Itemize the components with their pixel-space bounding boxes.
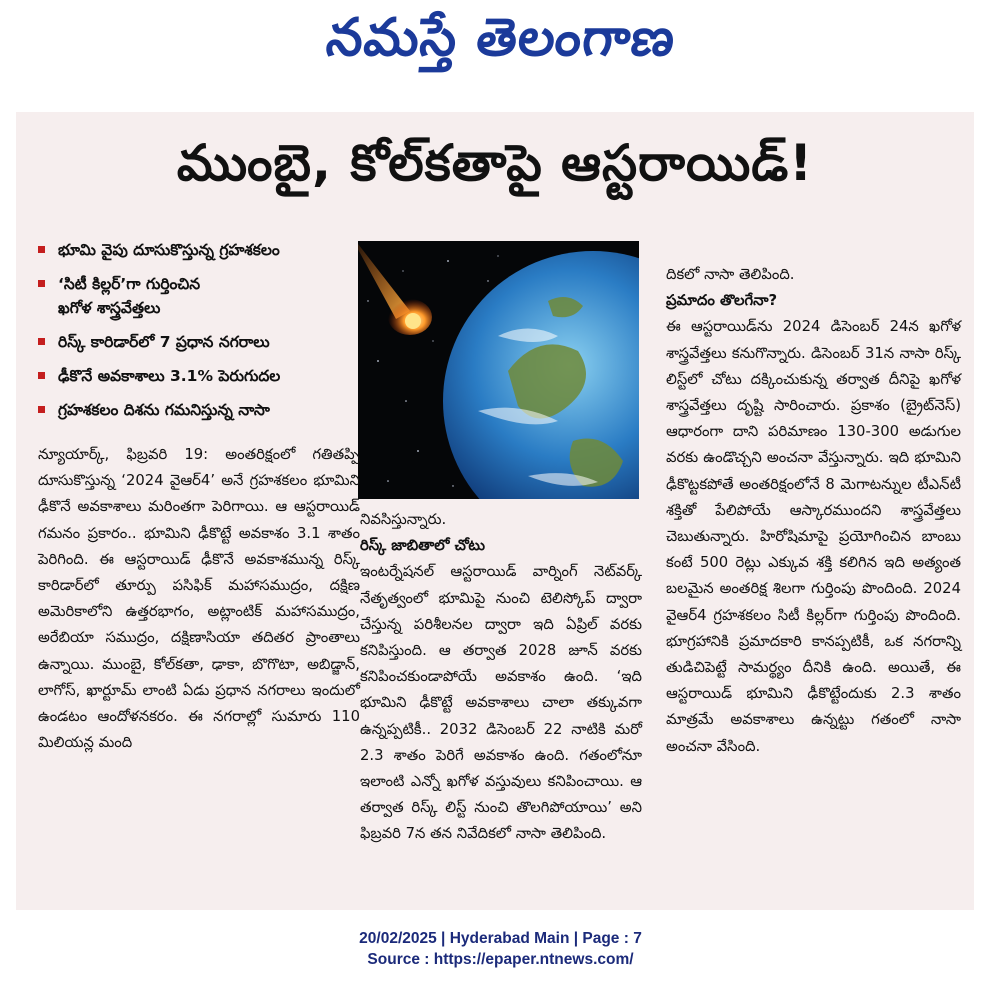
bullet-item bbox=[34, 238, 364, 262]
bullet-item bbox=[34, 398, 364, 422]
square-bullet-icon bbox=[38, 338, 45, 345]
subheading: ప్రమాదం తొలగేనా? bbox=[666, 292, 778, 310]
bullet-text: రిస్క్‌ కారిడార్‌లో 7 ప్రధాన నగరాలు bbox=[58, 333, 270, 351]
masthead bbox=[0, 0, 1001, 100]
square-bullet-icon bbox=[38, 372, 45, 379]
column-3 bbox=[666, 262, 961, 760]
body-paragraph: దికలో నాసా తెలిపింది. bbox=[666, 266, 795, 283]
bullet-item bbox=[34, 330, 364, 354]
newspaper-logo: నమస్తే తెలంగాణ bbox=[323, 8, 679, 68]
earth-asteroid-photo bbox=[358, 241, 639, 499]
bullet-text: ‘సిటీ కిల్లర్‌’గా గుర్తించిన bbox=[58, 275, 201, 293]
column-2 bbox=[360, 507, 642, 848]
body-paragraph: నివసిస్తున్నారు. bbox=[360, 511, 447, 528]
bullet-text: భూమి వైపు దూసుకొస్తున్న గ్రహశకలం bbox=[58, 241, 280, 259]
source-link[interactable]: Source : https://epaper.ntnews.com/ bbox=[367, 951, 634, 968]
square-bullet-icon bbox=[38, 406, 45, 413]
body-paragraph: న్యూయార్క్‌, ఫిబ్రవరి 19: అంతరిక్షంలో గతితప్పి దూసుకొస్తున్న ‘2024 వైఆర్‌4’ అనే గ్రహశకలం భూమిని ఢీకొనే అవకాశాలు మరింతగా పెరిగాయి. ఆ ఆస్టరాయిడ్‌ గమనం ప్రకారం.. భూమిని ఢీకొట్టే అవకాశం 3.1 శాతం పెరిగింది. ఈ ఆస్టరాయిడ్‌ ఢీకొనే అవకాశమున్న రిస్క్‌ కారిడార్‌లో తూర్పు పసిఫిక్‌ మహాసముద్రం, దక్షిణ అమెరికాలోని ఉత్తరభాగం, అట్లాంటిక్‌ మహాసముద్రం, అరేబియా సముద్రం, దక్షిణాసియా తదితర ప్రాంతాలు ఉన్నాయి. ముంబై, కోల్‌కతా, ఢాకా, బొగొటా, అబిడ్జాన్‌, లాగోస్‌, ఖార్టూమ్‌ లాంటి ఏడు ప్రధాన నగరాలు ఇందులో ఉండటం ఆందోళనకరం. ఈ నగరాల్లో సుమారు 110 మిలియన్ల మంది bbox=[38, 446, 360, 752]
square-bullet-icon bbox=[38, 246, 45, 253]
column-1 bbox=[38, 442, 360, 756]
bullet-item bbox=[34, 272, 364, 320]
page-footer bbox=[0, 928, 1001, 970]
bullet-text: ఢీకొనే అవకాశాలు 3.1% పెరుగుదల bbox=[58, 367, 281, 385]
body-paragraph: ఇంటర్నేషనల్‌ ఆస్టరాయిడ్‌ వార్నింగ్‌ నెట్‌వర్క్‌ నేతృత్వంలో భూమిపై నుంచి టెలిస్కోప్‌ ద్వారా చేస్తున్న పరిశీలనల ద్వారా ఇది ఏప్రిల్‌ వరకు కనిపిస్తుంది. ఆ తర్వాత 2028 జూన్‌ వరకు కనిపించకుండాపోయే అవకాశం ఉంది. ‘ఇది భూమిని ఢీకొట్టే అవకాశాలు చాలా తక్కువగా ఉన్నప్పటికీ.. 2032 డిసెంబర్‌ 22 నాటికి మరో 2.3 శాతం పెరిగే అవకాశం ఉంది. గతంలోనూ ఇలాంటి ఎన్నో ఖగోళ వస్తువులు కనిపించాయి. ఆ తర్వాత రిస్క్‌ లిస్ట్‌ నుంచి తొలగిపోయాయి’ అని ఫిబ్రవరి 7న తన నివేదికలో నాసా తెలిపింది. bbox=[360, 563, 642, 843]
headline: ముంబై, కోల్‌కతాపై ఆస్టరాయిడ్‌! bbox=[176, 134, 814, 192]
article bbox=[16, 112, 974, 910]
body-paragraph: ఈ ఆస్టరాయిడ్‌ను 2024 డిసెంబర్‌ 24న ఖగోళ శాస్త్రవేత్తలు కనుగొన్నారు. డిసెంబర్‌ 31న నాసా రిస్క్‌ లిస్ట్‌లో చోటు దక్కించుకున్న తర్వాత దీనిపై ఖగోళ శాస్త్రవేత్తలు దృష్టి సారించారు. ప్రకాశం (బ్రైట్‌నెస్‌) ఆధారంగా దాని పరిమాణం 130-300 అడుగుల వరకు ఉండొచ్చని అంచనా వేస్తున్నారు. ఇది భూమిని ఢీకొట్టకపోతే అంతరిక్షంలోనే 8 మెగాటన్నుల టీఎన్‌టీ శక్తితో పేలిపోయే ఆస్కారముందని శాస్త్రవేత్తలు చెబుతున్నారు. హిరోషిమాపై ప్రయోగించిన బాంబు కంటే 500 రెట్లు ఎక్కువ శక్తి కలిగిన ఇది అత్యంత బలమైన అంతరిక్ష శిలగా గుర్తింపు పొందింది. 2024 వైఆర్‌4 గ్రహశకలం సిటీ కిల్లర్‌గా గుర్తింపు పొందింది. భూగ్రహానికి ప్రమాదకారి కానప్పటికీ, ఒక నగరాన్ని తుడిచిపెట్టే సామర్థ్యం దీనికి ఉంది. అయితే, ఈ ఆస్టరాయిడ్‌ భూమిని ఢీకొట్టేందుకు 2.3 శాతం మాత్రమే అవకాశాలు ఉన్నట్టు గతంలో నాసా అంచనా వేసింది. bbox=[666, 318, 961, 755]
bullet-list bbox=[34, 238, 364, 432]
bullet-text: గ్రహశకలం దిశను గమనిస్తున్న నాసా bbox=[58, 401, 270, 419]
bullet-item bbox=[34, 364, 364, 388]
bullet-text: ఖగోళ శాస్త్రవేత్తలు bbox=[58, 299, 161, 317]
earth-asteroid-illustration bbox=[358, 241, 639, 499]
subheading: రిస్క్‌ జాబితాలో చోటు bbox=[360, 537, 485, 555]
square-bullet-icon bbox=[38, 280, 45, 287]
edition-info: 20/02/2025 | Hyderabad Main | Page : 7 bbox=[359, 930, 642, 947]
